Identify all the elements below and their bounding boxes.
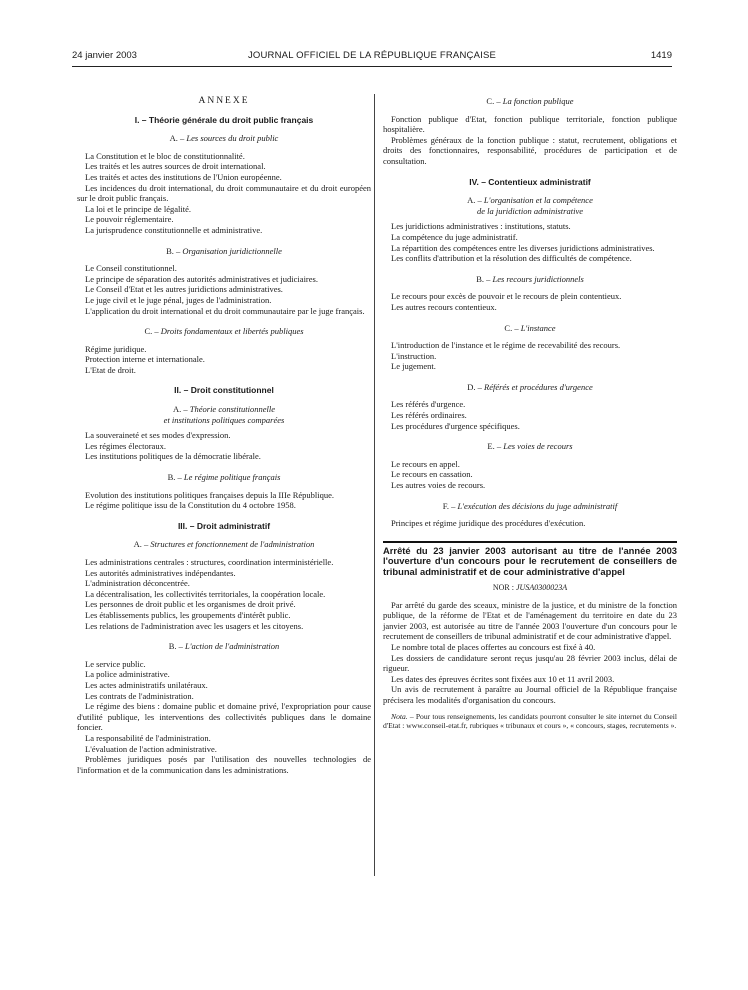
list-item: Les autorités administratives indépendantes. — [85, 567, 236, 578]
page-header — [72, 50, 672, 64]
section-title: C. – L'instance — [504, 322, 556, 333]
left-column — [77, 96, 371, 775]
list-item: La répartition des compétences entre les diverses juridictions administratives. — [391, 242, 655, 253]
annexe-title: ANNEXE — [198, 96, 250, 106]
section-title: F. – L'exécution des décisions du juge administratif — [442, 500, 618, 511]
list-item: Les actes administratifs unilatéraux. — [85, 679, 208, 690]
list-item: Le régime des biens : domaine public et domaine privé, l'expropriation pour cause d'utilité publique, les interventions des collectivités publiques dans le domaine foncier. — [77, 701, 371, 733]
list-item: L'application du droit international et du droit communautaire par le juge français. — [85, 305, 365, 316]
arrete-paragraph: Le nombre total de places offertes au concours est fixé à 40. — [391, 642, 596, 652]
list-item: Le recours pour excès de pouvoir et le recours de plein contentieux. — [391, 291, 622, 302]
list-item: La décentralisation, les collectivités territoriales, la coopération locale. — [85, 588, 326, 599]
list-item: Les procédures d'urgence spécifiques. — [391, 420, 520, 431]
section-title: B. – Le régime politique français — [167, 472, 281, 483]
list-item: Les incidences du droit international, du droit communautaire et du droit européen sur le droit public français. — [77, 182, 371, 204]
nor-reference: NOR : JUSA0300023A — [492, 583, 568, 593]
header-rule — [72, 66, 672, 67]
list-item: Le Conseil d'Etat et les autres juridictions administratives. — [85, 284, 283, 295]
list-item: L'évaluation de l'action administrative. — [85, 743, 217, 754]
list-item: Le service public. — [85, 658, 146, 669]
list-item: Les traités et actes des institutions de l'Union européenne. — [85, 171, 282, 182]
list-item: Le recours en cassation. — [391, 469, 473, 480]
section-title: C. – La fonction publique — [486, 96, 574, 106]
list-item: Le recours en appel. — [391, 458, 460, 469]
list-item: La police administrative. — [85, 669, 170, 680]
list-item: Le Conseil constitutionnel. — [85, 263, 177, 274]
arrete-paragraph: Un avis de recrutement à paraître au Journal officiel de la République française précisera les modalités d'organisation du concours. — [383, 684, 677, 705]
list-item: Les administrations centrales : structures, coordination interministérielle. — [85, 557, 334, 567]
arrete-paragraph: Les dates des épreuves écrites sont fixées aux 10 et 11 avril 2003. — [391, 673, 615, 684]
list-item: Les autres recours contentieux. — [391, 301, 497, 312]
list-item: Le juge civil et le juge pénal, juges de l'administration. — [85, 294, 272, 305]
header-journal-title: JOURNAL OFFICIEL DE LA RÉPUBLIQUE FRANÇAISE — [247, 50, 497, 61]
part-3-title: III. – Droit administratif — [177, 520, 271, 531]
list-item: Régime juridique. — [85, 343, 147, 354]
list-item: La souveraineté et ses modes d'expression. — [85, 430, 231, 441]
list-item: La compétence du juge administratif. — [391, 231, 518, 242]
list-item: Les établissements publics, les groupements d'intérêt public. — [85, 609, 291, 620]
list-item: Problèmes juridiques posés par l'utilisation des nouvelles technologies de l'information et de la communication dans les administrations. — [77, 754, 371, 775]
list-item: L'administration déconcentrée. — [85, 578, 190, 589]
list-item: Les conflits d'attribution et la résolution des difficultés de compétence. — [391, 253, 632, 264]
nota-note: Nota. – Pour tous renseignements, les candidats pourront consulter le site internet du Conseil d'Etat : www.conseil-etat.fr, rubriques « tribunaux et cours », « concours, stages, recrutements ». — [383, 711, 678, 730]
header-page-number: 1419 — [650, 50, 672, 61]
list-item: La jurisprudence constitutionnelle et administrative. — [85, 224, 263, 235]
list-item: Le régime politique issu de la Constitution du 4 octobre 1958. — [85, 500, 296, 511]
part-2-title: II. – Droit constitutionnel — [174, 385, 274, 396]
list-item: La Constitution et le bloc de constitutionnalité. — [85, 150, 245, 161]
column-divider — [374, 94, 375, 876]
list-item: Le jugement. — [391, 361, 436, 372]
list-item: L'introduction de l'instance et le régime de recevabilité des recours. — [391, 340, 621, 351]
section-title: B. – L'action de l'administration — [168, 641, 280, 652]
part-4-title: IV. – Contentieux administratif — [469, 176, 591, 187]
section-title: E. – Les voies de recours — [487, 441, 573, 452]
list-item: Les référés ordinaires. — [391, 410, 467, 421]
list-item: Les régimes électoraux. — [85, 440, 166, 451]
arrete-title: Arrêté du 23 janvier 2003 autorisant au titre de l'année 2003 l'ouverture d'un concours pour le recrutement de conseillers de tribunal administratif et de cour administrative d'appel — [383, 541, 677, 577]
list-item: Les relations de l'administration avec les usagers et les citoyens. — [85, 620, 304, 631]
header-date: 24 janvier 2003 — [72, 50, 137, 61]
list-item: L'instruction. — [391, 350, 437, 361]
section-title: B. – Organisation juridictionnelle — [166, 245, 282, 256]
list-item: Les juridictions administratives : institutions, statuts. — [391, 221, 571, 232]
part-1-title: I. – Théorie générale du droit public français — [134, 114, 314, 125]
list-item: Protection interne et internationale. — [85, 354, 205, 365]
list-item: Les institutions politiques de la démocratie libérale. — [85, 451, 261, 462]
list-item: Les personnes de droit public et les organismes de droit privé. — [85, 599, 296, 610]
arrete-paragraph: Par arrêté du garde des sceaux, ministre de la justice, et du ministre de la fonction publique, de la réforme de l'Etat et de l'aménagement du territoire en date du 23 janvier 2003, est autorisée au titre de l'année 2003 l'ouverture d'un concours pour le recrutement de conseillers de tribunal administratif et de cour administrative d'appel. — [383, 599, 677, 642]
list-item: Evolution des institutions politiques françaises depuis la IIIe République. — [85, 489, 335, 500]
section-title: A. – Structures et fonctionnement de l'administration — [133, 539, 315, 550]
section-title: A. – Théorie constitutionnelle et institutions politiques comparées — [163, 404, 285, 425]
section-title: B. – Les recours juridictionnels — [476, 273, 584, 284]
list-item: Le principe de séparation des autorités administratives et judiciaires. — [85, 273, 318, 284]
list-item: Principes et régime juridique des procédures d'exécution. — [391, 518, 586, 529]
list-item: Fonction publique d'Etat, fonction publique territoriale, fonction publique hospitalière. — [383, 113, 677, 135]
list-item: Les autres voies de recours. — [391, 480, 486, 491]
list-item: Le pouvoir réglementaire. — [85, 214, 174, 225]
arrete-paragraph: Les dossiers de candidature seront reçus jusqu'au 28 février 2003 inclus, délai de rigueur. — [383, 652, 677, 674]
section-title: D. – Référés et procédures d'urgence — [467, 381, 593, 392]
section-title: C. – Droits fondamentaux et libertés publiques — [144, 326, 304, 337]
list-item: La responsabilité de l'administration. — [85, 732, 211, 743]
section-title: A. – Les sources du droit public — [169, 133, 279, 144]
list-item: Les référés d'urgence. — [391, 399, 466, 410]
list-item: Problèmes généraux de la fonction publique : statut, recrutement, obligations et droits des fonctionnaires, responsabilité, procédures de participation et de consultation. — [383, 134, 677, 166]
list-item: La loi et le principe de légalité. — [85, 203, 191, 214]
list-item: Les contrats de l'administration. — [85, 690, 194, 701]
list-item: L'Etat de droit. — [85, 364, 136, 375]
section-title: A. – L'organisation et la compétence de la juridiction administrative — [467, 195, 593, 216]
right-column — [383, 96, 677, 730]
list-item: Les traités et les autres sources de droit international. — [85, 161, 266, 172]
